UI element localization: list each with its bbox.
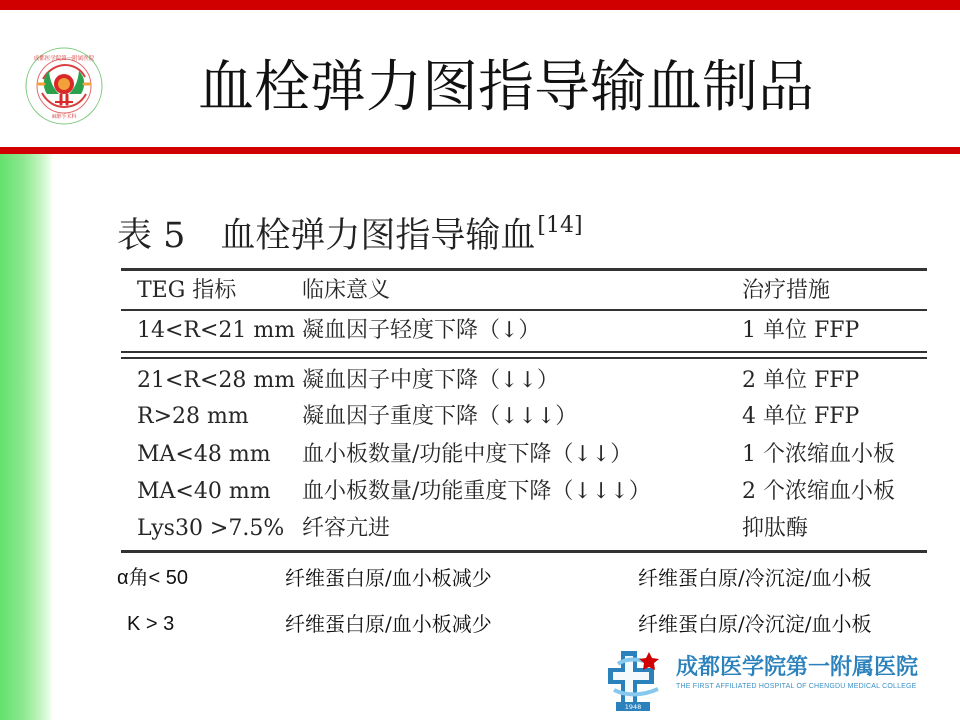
table-row-indicator: 21<R<28 mm bbox=[137, 368, 296, 393]
table-header-teg-indicator: TEG 指标 bbox=[137, 278, 237, 303]
decorative-side-band bbox=[0, 154, 52, 720]
hospital-name: 成都医学院第一附属医院 bbox=[676, 655, 919, 680]
alpha-angle-meaning: 纤维蛋白原/血小板减少 bbox=[285, 566, 492, 590]
alpha-angle-treatment: 纤维蛋白原/冷沉淀/血小板 bbox=[638, 566, 872, 590]
table-row-treatment: 抑肽酶 bbox=[742, 516, 809, 541]
table-row-treatment: 2 个浓缩血小板 bbox=[742, 479, 895, 504]
emblem-bottom-text: 麻醉手术科 bbox=[51, 114, 77, 120]
table-row-meaning: 凝血因子重度下降（↓↓↓） bbox=[302, 404, 578, 429]
table-row-meaning: 血小板数量/功能重度下降（↓↓↓） bbox=[302, 479, 651, 504]
table-row-indicator: 14<R<21 mm bbox=[137, 318, 296, 343]
emblem-top-text: 成都医学院第一附属医院 bbox=[33, 56, 95, 62]
table-row-indicator: Lys30 >7.5% bbox=[137, 516, 285, 541]
hospital-logo-year: 1948 bbox=[624, 703, 642, 711]
slide-title: 血栓弹力图指导输血制品 bbox=[198, 55, 814, 120]
table-row-treatment: 4 单位 FFP bbox=[742, 404, 860, 429]
table-top-rule bbox=[121, 268, 927, 271]
table-row-treatment: 1 单位 FFP bbox=[742, 318, 860, 343]
table-separator-rule-second bbox=[121, 357, 927, 359]
alpha-angle-indicator: α角< 50 bbox=[117, 567, 189, 589]
table-header-treatment: 治疗措施 bbox=[742, 278, 831, 303]
k-value-indicator: K > 3 bbox=[127, 613, 175, 635]
table-row-indicator: MA<48 mm bbox=[137, 442, 271, 467]
k-value-meaning: 纤维蛋白原/血小板减少 bbox=[285, 612, 492, 636]
table-caption-text: 表 5 血栓弹力图指导输血 bbox=[117, 216, 536, 256]
top-red-rule bbox=[0, 0, 960, 10]
table-row-treatment: 2 单位 FFP bbox=[742, 368, 860, 393]
table-row-meaning: 凝血因子轻度下降（↓） bbox=[302, 318, 541, 343]
table-row-meaning: 凝血因子中度下降（↓↓） bbox=[302, 368, 559, 393]
table-caption bbox=[117, 211, 677, 261]
table-row-indicator: R>28 mm bbox=[137, 404, 249, 429]
table-row-indicator: MA<40 mm bbox=[137, 479, 271, 504]
table-row-meaning: 纤容亢进 bbox=[302, 516, 391, 541]
header-divider bbox=[0, 147, 960, 154]
table-header-rule bbox=[121, 309, 927, 311]
table-row-meaning: 血小板数量/功能中度下降（↓↓） bbox=[302, 442, 633, 467]
table-header-clinical-meaning: 临床意义 bbox=[302, 278, 391, 303]
table-row-treatment: 1 个浓缩血小板 bbox=[742, 442, 895, 467]
table-separator-rule bbox=[121, 351, 927, 353]
table-bottom-rule bbox=[121, 550, 927, 553]
hospital-cross-logo-icon bbox=[604, 646, 670, 712]
k-value-treatment: 纤维蛋白原/冷沉淀/血小板 bbox=[638, 612, 872, 636]
hospital-subtitle: THE FIRST AFFILIATED HOSPITAL OF CHENGDU MEDICAL COLLEGE bbox=[676, 683, 917, 690]
citation-reference: [14] bbox=[537, 213, 583, 238]
hospital-emblem-icon bbox=[24, 46, 104, 126]
